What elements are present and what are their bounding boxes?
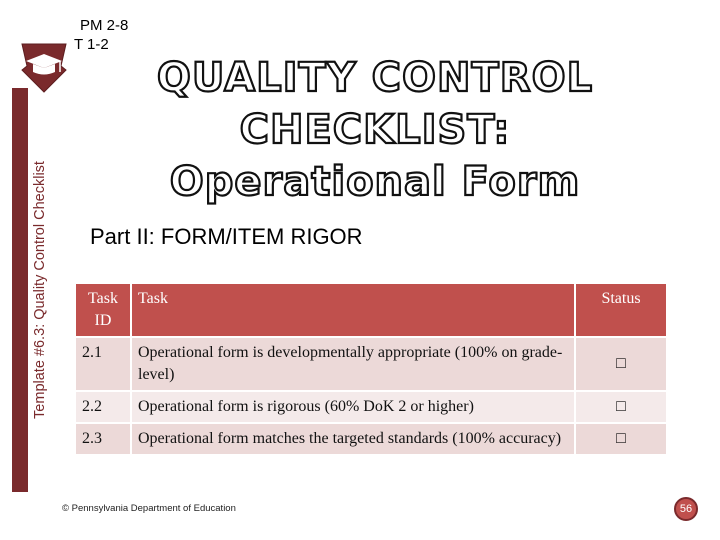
- pm-code: PM 2-8: [80, 17, 129, 34]
- title-line-2: CHECKLIST:: [239, 107, 511, 153]
- page-number: 56: [679, 503, 693, 515]
- status-checkbox[interactable]: □: [616, 398, 626, 415]
- section-subtitle: Part II: FORM/ITEM RIGOR: [90, 224, 363, 249]
- status-cell: [575, 337, 667, 391]
- table-row: [75, 423, 667, 455]
- side-label-text: Template #6.3: Quality Control Checklist: [32, 161, 48, 419]
- task-id-cell: 2.3: [75, 423, 131, 455]
- status-cell: [575, 391, 667, 423]
- task-cell: Operational form matches the targeted standards (100% accuracy): [131, 423, 575, 455]
- task-cell: Operational form is developmentally appropriate (100% on grade-level): [131, 337, 575, 391]
- table-row: [75, 337, 667, 391]
- document-codes: [74, 16, 128, 54]
- status-checkbox[interactable]: □: [616, 355, 626, 372]
- header-task: Task: [131, 283, 575, 337]
- side-label: [28, 88, 52, 492]
- table-row: [75, 391, 667, 423]
- t-code: T 1-2: [74, 36, 109, 53]
- footer-copyright: © Pennsylvania Department of Education: [62, 503, 236, 514]
- title-line-3: Operational Form: [169, 159, 581, 205]
- title-line-1: QUALITY CONTROL: [156, 55, 594, 101]
- task-id-cell: 2.2: [75, 391, 131, 423]
- table-header-row: [75, 283, 667, 337]
- page-number-badge: [674, 497, 698, 521]
- status-cell: [575, 423, 667, 455]
- checklist-table: [74, 282, 668, 456]
- status-checkbox[interactable]: □: [616, 430, 626, 447]
- header-status: Status: [575, 283, 667, 337]
- side-accent-bar: [12, 88, 28, 492]
- task-cell: Operational form is rigorous (60% DoK 2 or higher): [131, 391, 575, 423]
- keystone-graduation-cap-icon: [14, 36, 74, 96]
- task-id-cell: 2.1: [75, 337, 131, 391]
- header-task-id: Task ID: [75, 283, 131, 337]
- page-title: [110, 52, 640, 208]
